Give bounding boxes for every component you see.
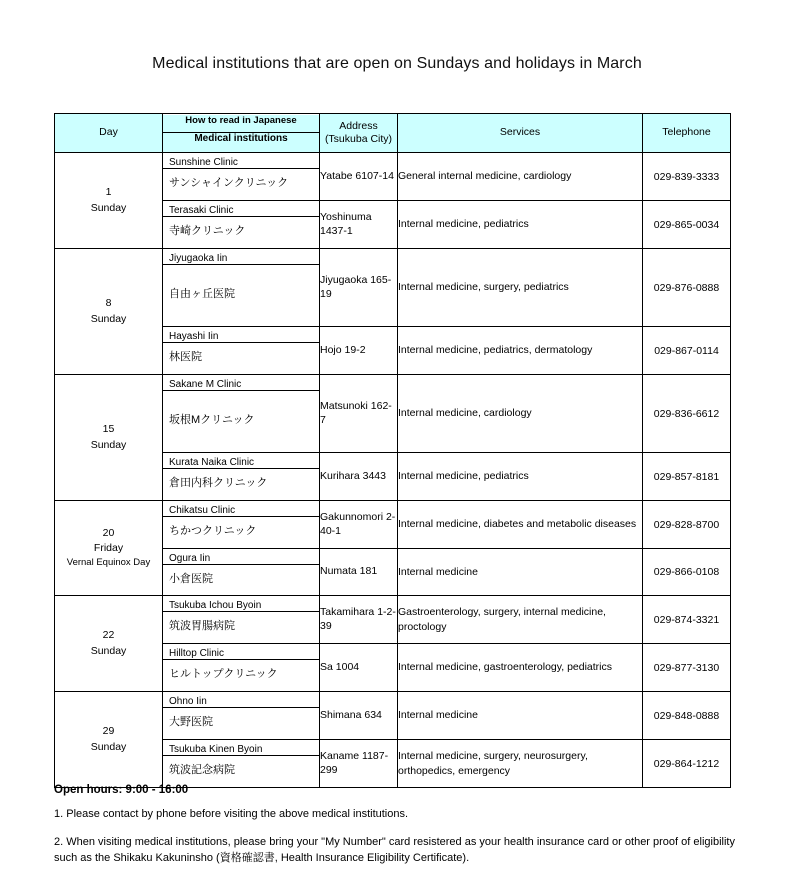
medical-institutions-table — [54, 113, 731, 788]
header-medical-institutions: Medical institutions — [163, 133, 319, 152]
table-row — [55, 596, 731, 644]
institution-cell — [163, 692, 320, 740]
institution-cell — [163, 549, 320, 596]
institution-name-en: Ohno Iin — [163, 693, 319, 708]
address-cell: Hojo 19-2 — [320, 327, 398, 375]
institution-name-en: Hayashi Iin — [163, 328, 319, 343]
header-day: Day — [55, 114, 163, 153]
institution-cell — [163, 327, 320, 375]
institution-cell — [163, 596, 320, 644]
day-cell — [55, 692, 163, 788]
day-number: 8 — [105, 297, 112, 310]
day-name: Sunday — [90, 644, 127, 657]
notes-section — [54, 782, 744, 867]
telephone-cell: 029-866-0108 — [643, 549, 731, 596]
institution-cell — [163, 375, 320, 453]
address-cell: Gakunnomori 2-40-1 — [320, 501, 398, 549]
day-name: Sunday — [90, 740, 127, 753]
address-cell: Kaname 1187-299 — [320, 740, 398, 788]
day-cell — [55, 596, 163, 692]
telephone-cell: 029-864-1212 — [643, 740, 731, 788]
address-cell: Sa 1004 — [320, 644, 398, 692]
telephone-cell: 029-874-3321 — [643, 596, 731, 644]
day-cell — [55, 375, 163, 501]
institution-name-en: Sakane M Clinic — [163, 376, 319, 391]
institution-name-jp: ヒルトップクリニック — [169, 668, 278, 681]
header-how-to-read: How to read in Japanese — [163, 115, 319, 133]
institution-name-en: Tsukuba Ichou Byoin — [163, 597, 319, 612]
day-number: 29 — [102, 725, 115, 738]
header-services: Services — [398, 114, 643, 153]
table-row — [55, 501, 731, 549]
address-cell: Takamihara 1-2-39 — [320, 596, 398, 644]
institution-cell — [163, 249, 320, 327]
telephone-cell: 029-848-0888 — [643, 692, 731, 740]
telephone-cell: 029-876-0888 — [643, 249, 731, 327]
header-address-line1: Address — [339, 119, 378, 132]
table-row — [55, 249, 731, 327]
telephone-cell: 029-865-0034 — [643, 201, 731, 249]
institution-name-jp: 自由ヶ丘医院 — [169, 288, 235, 301]
table-row — [55, 375, 731, 453]
services-cell: Internal medicine — [398, 549, 643, 596]
header-institutions — [163, 114, 320, 153]
address-cell: Jiyugaoka 165-19 — [320, 249, 398, 327]
services-cell: Internal medicine, surgery, pediatrics — [398, 249, 643, 327]
telephone-cell: 029-828-8700 — [643, 501, 731, 549]
address-cell: Shimana 634 — [320, 692, 398, 740]
institution-name-jp: 筑波胃腸病院 — [169, 620, 235, 633]
institution-name-en: Sunshine Clinic — [163, 154, 319, 169]
day-cell — [55, 249, 163, 375]
services-cell: Internal medicine, diabetes and metabolic diseases — [398, 501, 643, 549]
institution-name-jp: ちかつクリニック — [169, 525, 257, 538]
services-cell: Internal medicine, pediatrics — [398, 201, 643, 249]
institution-name-en: Ogura Iin — [163, 550, 319, 565]
note-1: 1. Please contact by phone before visiting the above medical institutions. — [54, 808, 409, 821]
address-cell: Yoshinuma 1437-1 — [320, 201, 398, 249]
telephone-cell: 029-867-0114 — [643, 327, 731, 375]
telephone-cell: 029-836-6612 — [643, 375, 731, 453]
note-2: 2. When visiting medical institutions, please bring your "My Number" card resistered as your health insurance card or other proof of eligibility such as the Shikaku Kakuninsho (資格確認書, Health Insurance Eligibility Certificate). — [54, 835, 735, 865]
services-cell: Internal medicine, pediatrics — [398, 453, 643, 501]
institution-name-jp: 倉田内科クリニック — [169, 477, 268, 490]
day-name: Sunday — [90, 438, 127, 451]
day-number: 20 — [102, 526, 115, 539]
table-header-row — [55, 114, 731, 153]
services-cell: Internal medicine, gastroenterology, pediatrics — [398, 644, 643, 692]
header-telephone: Telephone — [643, 114, 731, 153]
table-row — [55, 692, 731, 740]
telephone-cell: 029-857-8181 — [643, 453, 731, 501]
institution-name-en: Tsukuba Kinen Byoin — [163, 741, 319, 756]
institution-name-en: Kurata Naika Clinic — [163, 454, 319, 469]
page-title: Medical institutions that are open on Sundays and holidays in March — [152, 55, 642, 72]
header-address — [320, 114, 398, 153]
services-cell: General internal medicine, cardiology — [398, 153, 643, 201]
day-number: 15 — [102, 423, 115, 436]
institution-name-en: Chikatsu Clinic — [163, 502, 319, 517]
institution-name-en: Jiyugaoka Iin — [163, 250, 319, 265]
institution-name-en: Terasaki Clinic — [163, 202, 319, 217]
institution-name-jp: サンシャインクリニック — [169, 177, 289, 190]
day-name: Friday — [93, 542, 124, 555]
address-cell: Kurihara 3443 — [320, 453, 398, 501]
institution-name-jp: 筑波記念病院 — [169, 764, 235, 777]
day-number: 22 — [102, 629, 115, 642]
day-cell — [55, 501, 163, 596]
day-name: Sunday — [90, 201, 127, 214]
services-cell: Internal medicine — [398, 692, 643, 740]
day-number: 1 — [105, 186, 112, 199]
day-cell — [55, 153, 163, 249]
institution-cell — [163, 644, 320, 692]
services-cell: Gastroenterology, surgery, internal medicine, proctology — [398, 596, 643, 644]
institution-cell — [163, 201, 320, 249]
address-cell: Matsunoki 162-7 — [320, 375, 398, 453]
institution-name-jp: 林医院 — [169, 351, 202, 364]
institution-cell — [163, 453, 320, 501]
header-address-line2: (Tsukuba City) — [324, 133, 393, 145]
address-cell: Yatabe 6107-14 — [320, 153, 398, 201]
day-note: Vernal Equinox Day — [66, 557, 151, 569]
institution-cell — [163, 740, 320, 788]
institution-name-jp: 坂根Mクリニック — [169, 414, 255, 427]
services-cell: Internal medicine, pediatrics, dermatology — [398, 327, 643, 375]
institution-name-en: Hilltop Clinic — [163, 645, 319, 660]
day-name: Sunday — [90, 312, 127, 325]
telephone-cell: 029-877-3130 — [643, 644, 731, 692]
telephone-cell: 029-839-3333 — [643, 153, 731, 201]
table-row — [55, 153, 731, 201]
address-cell: Numata 181 — [320, 549, 398, 596]
services-cell: Internal medicine, surgery, neurosurgery, orthopedics, emergency — [398, 740, 643, 788]
open-hours: Open hours: 9:00 - 16:00 — [54, 784, 189, 796]
institution-name-jp: 大野医院 — [169, 716, 213, 729]
services-cell: Internal medicine, cardiology — [398, 375, 643, 453]
institution-cell — [163, 153, 320, 201]
institution-name-jp: 小倉医院 — [169, 572, 213, 585]
institution-cell — [163, 501, 320, 549]
institution-name-jp: 寺崎クリニック — [169, 225, 246, 238]
